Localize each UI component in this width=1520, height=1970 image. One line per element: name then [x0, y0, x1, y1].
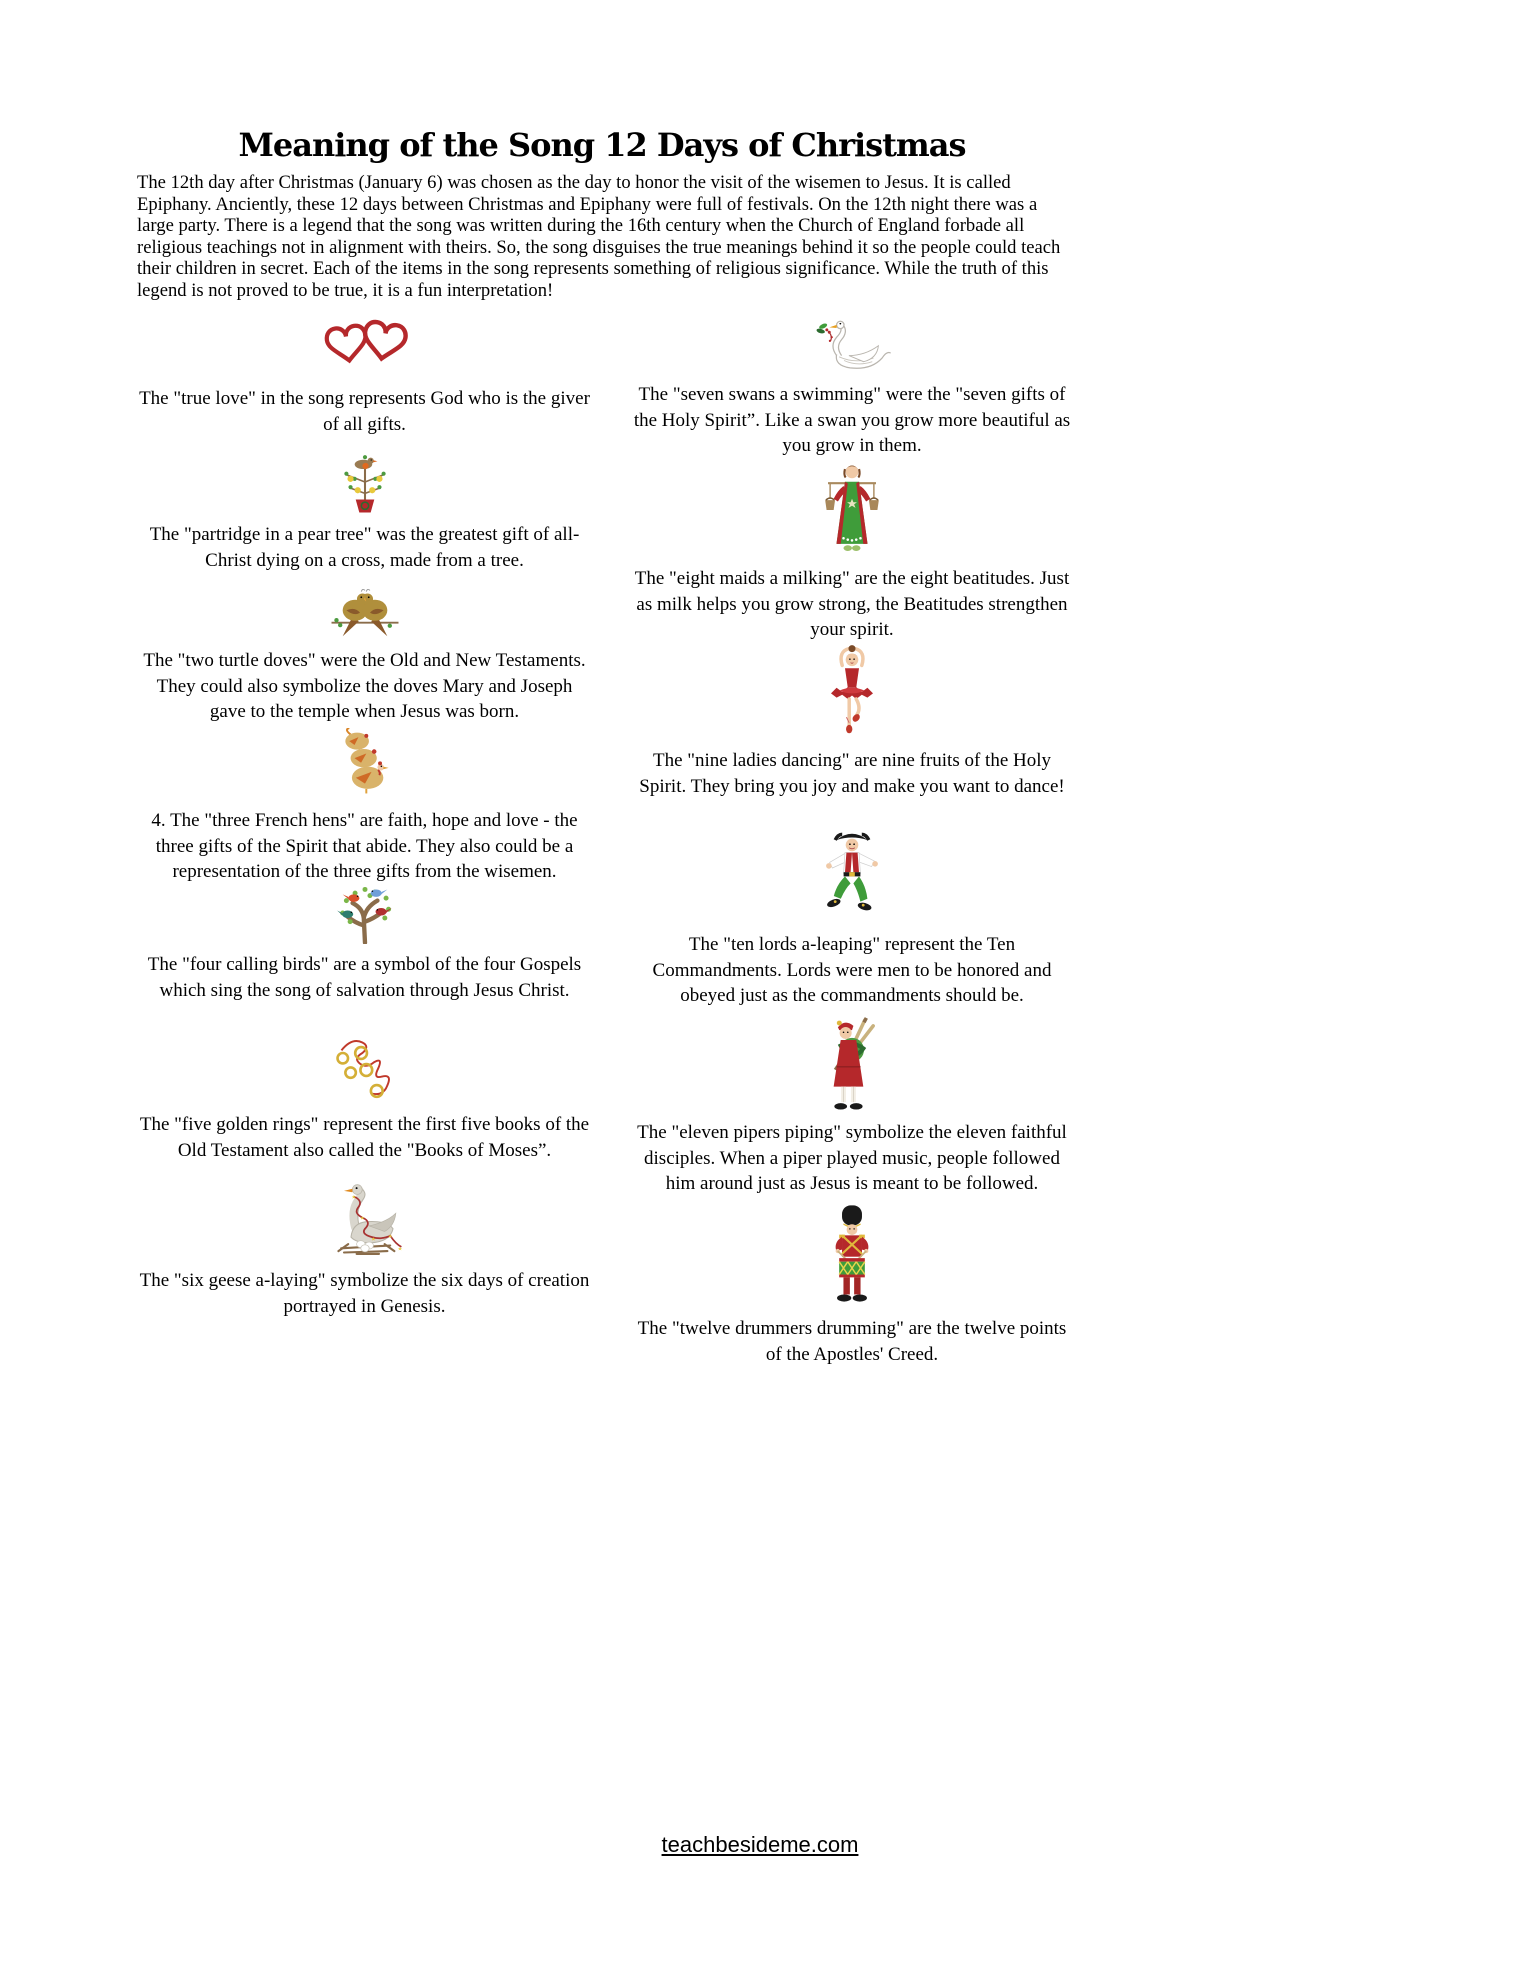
item-pipers [628, 1014, 1076, 1197]
item-geese [137, 1178, 592, 1319]
caption-drummers: The "twelve drummers drumming" are the twelve points of the Apostles' Creed. [637, 1318, 1067, 1365]
intro-paragraph: The 12th day after Christmas (January 6) was chosen as the day to honor the visit of the wisemen to Jesus. It is called Epiphany. Anciently, these 12 days between Christmas and Epiphany were full of festivals. On the 12th night there was a large party. There is a legend that the song was written during the 16th century when the Church of England forbade all religious teachings not in alignment with theirs. So, the song disguises the true meanings behind it so the people could teach their children in secret. Each of the items in the song represents something of religious significance. While the truth of this legend is not proved to be true, it is a fun interpretation! [137, 172, 1061, 301]
three-french-hens-icon [137, 726, 592, 800]
item-calling-birds [137, 880, 592, 1003]
item-true-love [137, 310, 592, 437]
caption-golden-rings: The "five golden rings" represent the first five books of the Old Testament also called the "Books of Moses”. [139, 1114, 590, 1161]
item-drummers [628, 1202, 1076, 1367]
milkmaid-icon [628, 460, 1076, 558]
caption-partridge: The "partridge in a pear tree" was the greatest gift of all- Christ dying on a cross, made from a tree. [149, 524, 580, 571]
footer [0, 1832, 1520, 1858]
item-ladies [628, 642, 1076, 799]
six-geese-icon [137, 1178, 592, 1260]
item-lords [628, 824, 1076, 1009]
two-turtle-doves-icon [137, 576, 592, 640]
caption-calling-birds: The "four calling birds" are a symbol of the four Gospels which sing the song of salvation through Jesus Christ. [147, 954, 582, 1001]
four-calling-birds-icon [137, 880, 592, 944]
item-turtle-doves [137, 576, 592, 725]
swan-icon [628, 318, 1076, 374]
page-title: Meaning of the Song 12 Days of Christmas [238, 126, 966, 164]
five-golden-rings-icon [137, 1034, 592, 1104]
caption-turtle-doves: The "two turtle doves" were the Old and New Testaments. They could also symbolize the doves Mary and Joseph gave to the temple when Jesus was born. [143, 650, 586, 722]
item-maids [628, 460, 1076, 643]
caption-ladies: The "nine ladies dancing" are nine fruits of the Holy Spirit. They bring you joy and make you want to dance! [639, 750, 1065, 797]
footer-link[interactable]: teachbesideme.com [661, 1832, 859, 1857]
item-golden-rings [137, 1034, 592, 1163]
item-french-hens [137, 726, 592, 885]
caption-swans: The "seven swans a swimming" were the "seven gifts of the Holy Spirit”. Like a swan you grow more beautiful as you grow in them. [633, 384, 1071, 456]
caption-true-love: The "true love" in the song represents God who is the giver of all gifts. [139, 388, 590, 435]
two-hearts-icon [137, 310, 592, 378]
leaping-lord-icon [628, 824, 1076, 924]
caption-geese: The "six geese a-laying" symbolize the six days of creation portrayed in Genesis. [139, 1270, 590, 1317]
toy-drummer-icon [628, 1202, 1076, 1308]
item-partridge [137, 450, 592, 573]
caption-maids: The "eight maids a milking" are the eight beatitudes. Just as milk helps you grow strong, the Beatitudes strengthen your spirit. [634, 568, 1070, 640]
caption-pipers: The "eleven pipers piping" symbolize the eleven faithful disciples. When a piper played music, people followed him around just as Jesus is meant to be followed. [637, 1122, 1067, 1194]
ballerina-icon [628, 642, 1076, 740]
bagpiper-icon [628, 1014, 1076, 1112]
item-swans [628, 318, 1076, 459]
caption-french-hens: 4. The "three French hens" are faith, hope and love - the three gifts of the Spirit that abide. They also could be a representation of the three gifts from the wisemen. [151, 810, 578, 882]
caption-lords: The "ten lords a-leaping" represent the Ten Commandments. Lords were men to be honored and obeyed just as the commandments should be. [652, 934, 1052, 1006]
partridge-pear-tree-icon [137, 450, 592, 514]
